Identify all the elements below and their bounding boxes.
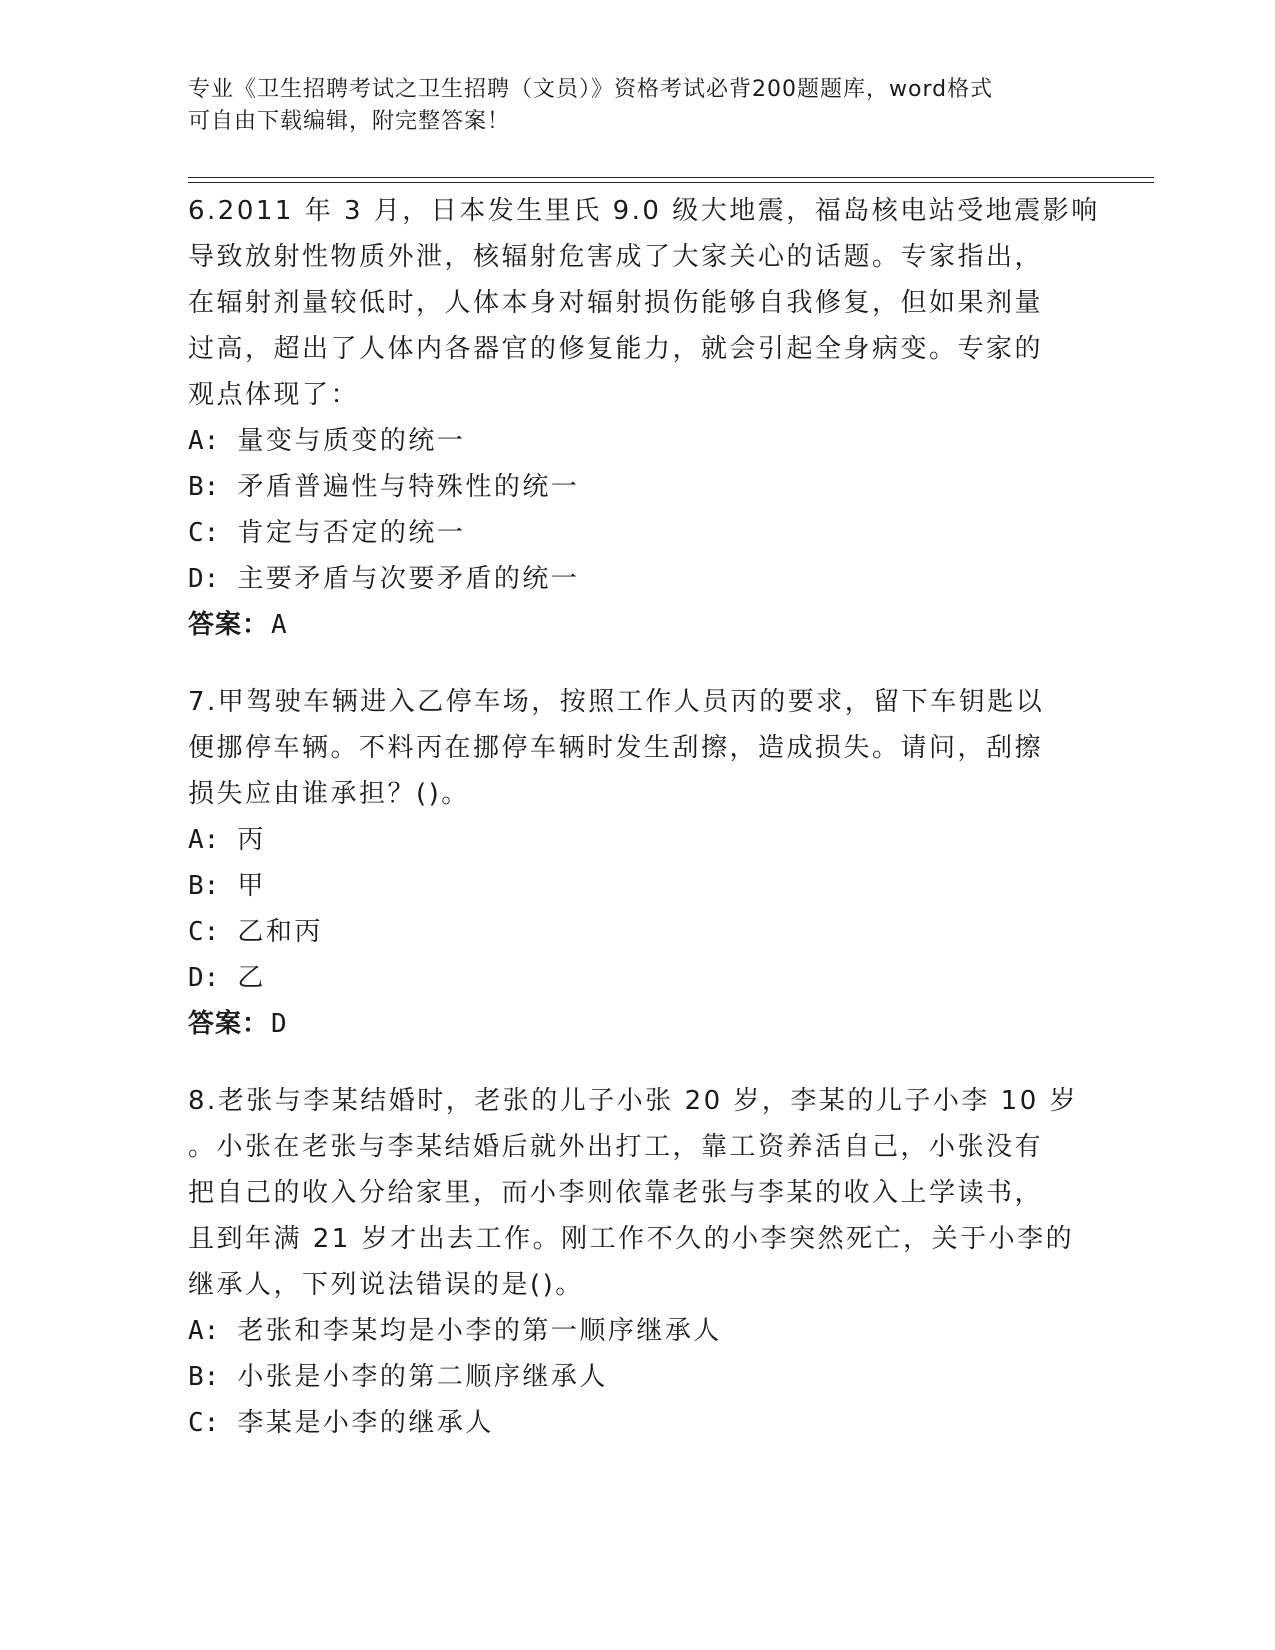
- option-a: [188, 418, 1088, 464]
- option-a: [188, 1308, 1088, 1354]
- option-label: A:: [188, 426, 220, 456]
- option-label: C:: [188, 1408, 220, 1438]
- option-text: 小张是小李的第二顺序继承人: [237, 1362, 608, 1392]
- option-b: [188, 1354, 1088, 1400]
- question-list: [188, 188, 1100, 1477]
- question-text-line: 损失应由谁承担？()。: [188, 779, 470, 809]
- header-line-2: 可自由下载编辑，附完整答案！: [188, 109, 511, 134]
- question-text-line: 导致放射性物质外泄，核辐射危害成了大家关心的话题。专家指出，: [188, 242, 1044, 272]
- option-text: 主要矛盾与次要矛盾的统一: [237, 564, 580, 594]
- option-c: [188, 1400, 1088, 1446]
- question-7: [188, 679, 1088, 1047]
- question-8: [188, 1078, 1088, 1446]
- question-text-line: 在辐射剂量较低时，人体本身对辐射损伤能够自我修复，但如果剂量: [188, 288, 1044, 318]
- answer: [188, 1001, 1088, 1047]
- answer-value: D: [271, 1009, 288, 1039]
- option-b: [188, 464, 1088, 510]
- question-text-line: 7.甲驾驶车辆进入乙停车场，按照工作人员丙的要求，留下车钥匙以: [188, 687, 1045, 717]
- option-text: 乙: [237, 963, 266, 993]
- option-label: A:: [188, 1316, 220, 1346]
- option-c: [188, 909, 1088, 955]
- option-c: [188, 510, 1088, 556]
- option-text: 丙: [237, 825, 266, 855]
- question-text-line: 。小张在老张与李某结婚后就外出打工，靠工资养活自己，小张没有: [188, 1132, 1044, 1162]
- option-text: 量变与质变的统一: [237, 426, 466, 456]
- question-text-line: 继承人，下列说法错误的是()。: [188, 1270, 584, 1300]
- answer-value: A: [271, 610, 288, 640]
- question-text-line: 8.老张与李某结婚时，老张的儿子小张 20 岁，李某的儿子小李 10 岁: [188, 1086, 1079, 1116]
- question-text-line: 观点体现了：: [188, 380, 360, 410]
- option-label: B:: [188, 1362, 220, 1392]
- option-text: 乙和丙: [237, 917, 323, 947]
- option-d: [188, 556, 1088, 602]
- answer: [188, 602, 1088, 648]
- option-d: [188, 955, 1088, 1001]
- option-label: B:: [188, 472, 220, 502]
- document-header: [188, 74, 1088, 138]
- option-a: [188, 817, 1088, 863]
- answer-label: 答案：: [188, 610, 270, 640]
- question-text-line: 过高，超出了人体内各器官的修复能力，就会引起全身病变。专家的: [188, 334, 1044, 364]
- option-label: D:: [188, 564, 220, 594]
- option-label: C:: [188, 518, 220, 548]
- option-text: 李某是小李的继承人: [237, 1408, 494, 1438]
- option-text: 老张和李某均是小李的第一顺序继承人: [237, 1316, 722, 1346]
- option-label: A:: [188, 825, 220, 855]
- question-text-line: 6.2011 年 3 月，日本发生里氏 9.0 级大地震，福岛核电站受地震影响: [188, 196, 1100, 226]
- header-line-1: 专业《卫生招聘考试之卫生招聘（文员）》资格考试必背200题题库，word格式: [188, 77, 994, 102]
- option-label: C:: [188, 917, 220, 947]
- option-label: B:: [188, 871, 220, 901]
- question-text-line: 便挪停车辆。不料丙在挪停车辆时发生刮擦，造成损失。请问，刮擦: [188, 733, 1044, 763]
- answer-label: 答案：: [188, 1009, 270, 1039]
- header-divider: [188, 177, 1154, 183]
- question-text-line: 把自己的收入分给家里，而小李则依靠老张与李某的收入上学读书，: [188, 1178, 1044, 1208]
- question-6: [188, 188, 1100, 648]
- option-b: [188, 863, 1088, 909]
- option-text: 甲: [237, 871, 266, 901]
- question-text-line: 且到年满 21 岁才出去工作。刚工作不久的小李突然死亡，关于小李的: [188, 1224, 1075, 1254]
- option-text: 矛盾普遍性与特殊性的统一: [237, 472, 580, 502]
- option-text: 肯定与否定的统一: [237, 518, 466, 548]
- option-label: D:: [188, 963, 220, 993]
